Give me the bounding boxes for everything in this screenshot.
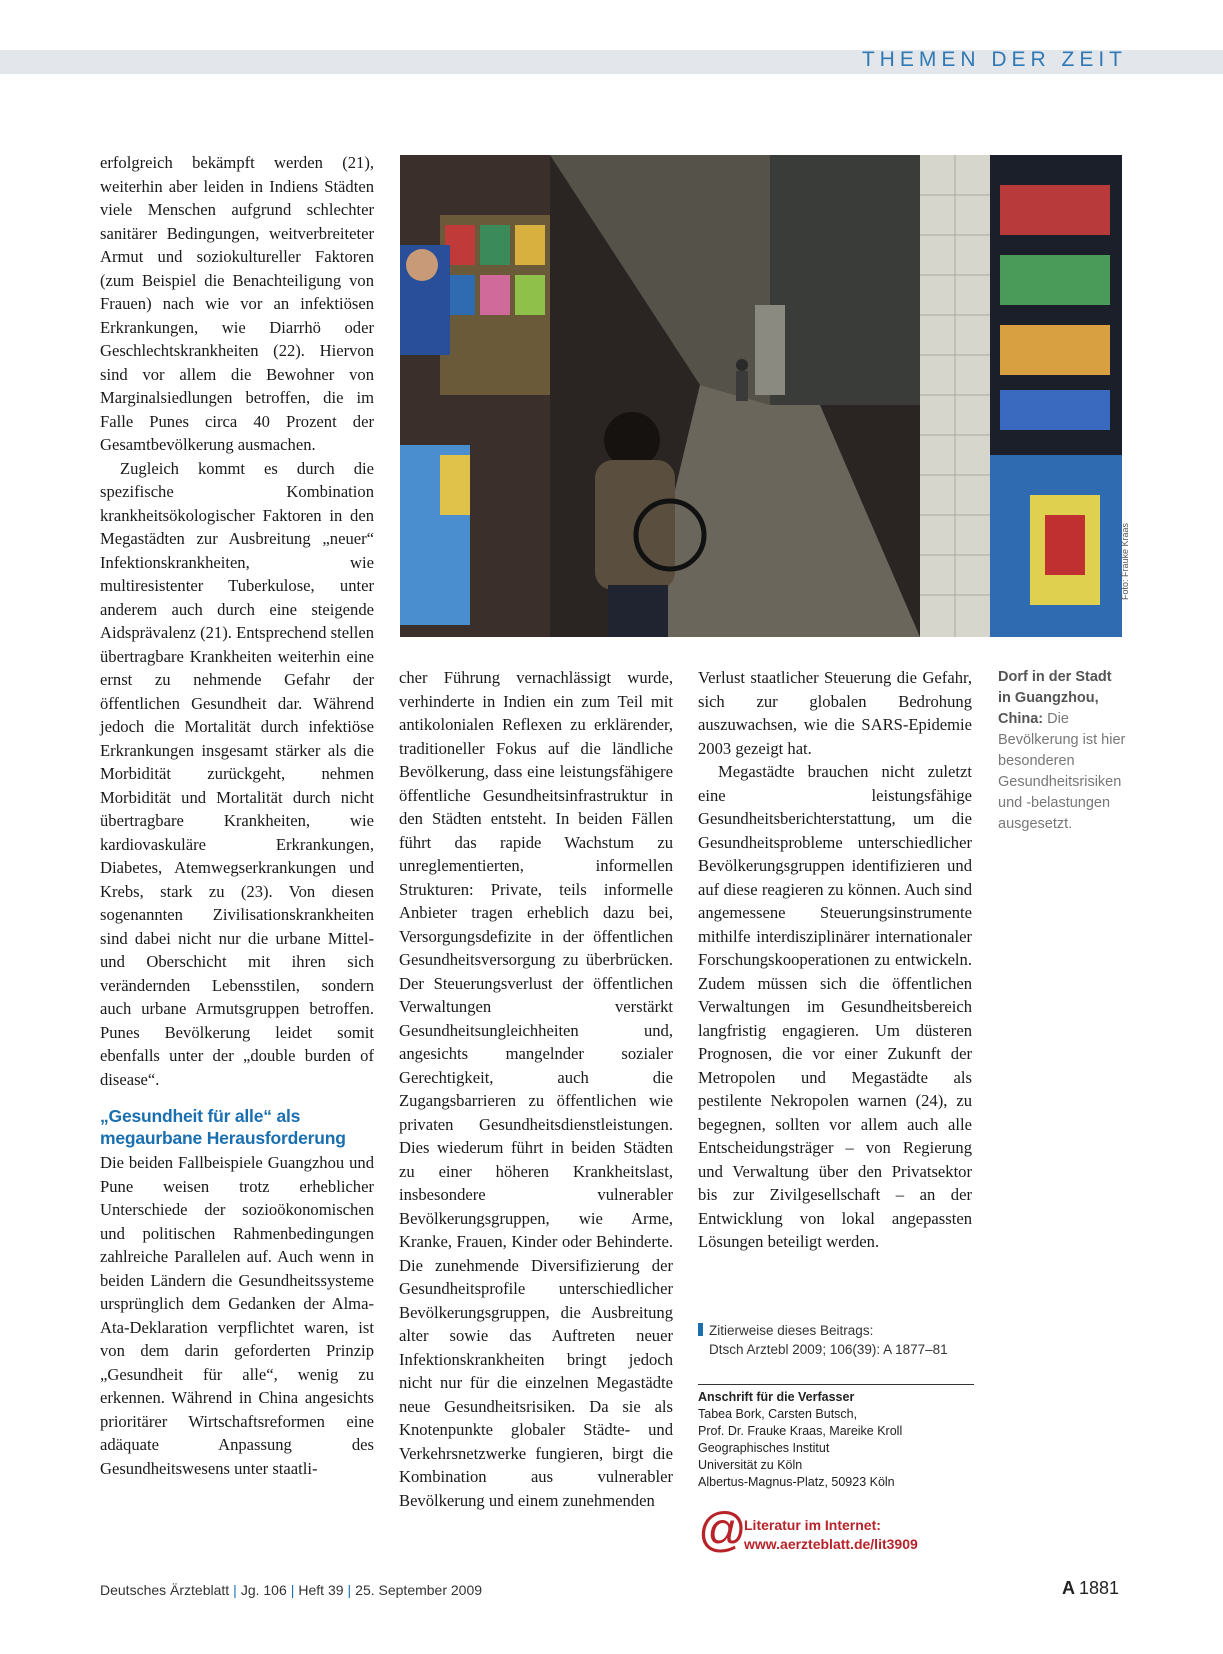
address-line: Geographisches Institut bbox=[698, 1441, 830, 1455]
literature-url[interactable]: www.aerzteblatt.de/lit3909 bbox=[744, 1536, 918, 1552]
date: 25. September 2009 bbox=[355, 1582, 483, 1598]
paragraph: cher Führung vernachlässigt wurde, verhinderte in Indien ein zum Teil mit antikolonialen Reflexen zu erklärender, traditioneller Fokus auf die ländliche Bevölkerung, dass eine leistungsfähigere öffentliche Gesundheitsinfrastruktur in den Städten entsteht. In beiden Fällen führt das rapide Wachstum zu unreglementierten, informellen Strukturen: Private, teils informelle Anbieter tragen erheblich dazu bei, Versorgungsdefizite in der öffentlichen Gesundheitsversorgung zu überbrücken. Der Steuerungsverlust der öffentlichen Verwaltungen verstärkt Gesundheitsungleichheiten und, angesichts mangelnder sozialer Gerechtigkeit, auch die Zugangsbarrieren zu öffentlichen wie privaten Gesundheitsdienstleistungen. Dies wiederum führt in beiden Städten zu einer höheren Krankheitslast, insbesondere vulnerabler Bevölkerungsgruppen, wie Arme, Kranke, Frauen, Kinder oder Behinderte. Die zunehmende Diversifizierung der Gesundheitsprofile unterschiedlicher Bevölkerungsgruppen, die Ausbreitung alter sowie das Auftreten neuer Infektionskrankheiten bringt jedoch nicht nur für die einzelnen Megastädte neue Gesundheitsrisiken. Da sie als Knotenpunkte globaler Städte- und Verkehrsnetzwerke fungieren, birgt die Kombination aus vulnerabler Bevölkerung und einem zunehmenden bbox=[399, 668, 673, 1510]
citation-box bbox=[698, 1321, 978, 1359]
paragraph: Verlust staatlicher Steuerung die Gefahr, sich zur globalen Bedrohung auszuwachsen, wie die SARS-Epidemie 2003 gezeigt hat. bbox=[698, 668, 972, 758]
author-address bbox=[698, 1384, 974, 1491]
address-line: Tabea Bork, Carsten Butsch, bbox=[698, 1407, 858, 1421]
section-title: THEMEN DER ZEIT bbox=[861, 48, 1127, 71]
issue: Heft 39 bbox=[298, 1582, 344, 1598]
citation-marker-icon bbox=[698, 1323, 703, 1336]
page-prefix: A bbox=[1061, 1578, 1075, 1598]
photo-guangzhou-alley bbox=[400, 155, 1122, 637]
address-heading: Anschrift für die Verfasser bbox=[698, 1390, 855, 1404]
text-column-1 bbox=[100, 151, 374, 1480]
text-column-3 bbox=[698, 666, 972, 1254]
paragraph: Zugleich kommt es durch die spezifische Kombination krankheitsökologischer Faktoren in den Megastädten zur Ausbreitung „neuer“ Infektionskrankheiten, wie multiresistenter Tuberkulose, unter anderem auch durch eine steigende Aidsprävalenz (21). Entsprechend stellen übertragbare Krankheiten weiterhin eine ernst zu nehmende Gefahr der öffentlichen Gesundheit dar. Während jedoch die Mortalität durch infektiöse Erkrankungen insgesamt stärker als die Morbidität zurückgeht, nehmen Morbidität und Mortalität durch nicht übertragbare Krankheiten, wie kardiovaskuläre Erkrankungen, Diabetes, Atemwegserkrankungen und Krebs, stark zu (23). Von diesen sogenannten Zivilisationskrankheiten sind dabei nicht nur die urbane Mittel- und Oberschicht mit ihren sich verändernden Lebensstilen, sondern auch urbane Armutsgruppen betroffen. Punes Bevölkerung leidet somit ebenfalls unter der „double burden of disease“. bbox=[100, 458, 374, 1089]
page-value: 1881 bbox=[1078, 1578, 1119, 1598]
address-line: Albertus-Magnus-Platz, 50923 Köln bbox=[698, 1475, 895, 1489]
literature-label: Literatur im Internet: bbox=[744, 1517, 881, 1533]
caption-text: Die Bevölkerung ist hier besonderen Gesundheitsrisiken und -belastungen ausgesetzt. bbox=[998, 711, 1126, 832]
citation-ref: Dtsch Arztebl 2009; 106(39): A 1877–81 bbox=[709, 1342, 948, 1357]
photo-illustration bbox=[400, 155, 1122, 637]
address-line: Universität zu Köln bbox=[698, 1458, 803, 1472]
page-number bbox=[1062, 1578, 1119, 1599]
address-line: Prof. Dr. Frauke Kraas, Mareike Kroll bbox=[698, 1424, 903, 1438]
literature-link[interactable] bbox=[698, 1504, 998, 1562]
volume: Jg. 106 bbox=[240, 1582, 287, 1598]
caption-bold: Dorf in der Stadt in Guangzhou, China: bbox=[998, 669, 1112, 727]
footer: Deutsches Ärzteblatt | Jg. 106 | Heft 39 | 25. September 2009 bbox=[100, 1582, 483, 1598]
paragraph: Megastädte brauchen nicht zuletzt eine leistungsfähige Gesundheitsberichterstattung, um die Gesundheitsprobleme unterschiedlicher Bevölkerungsgruppen identifizieren und auf diese reagieren zu können. Auch sind angemessene Steuerungsinstrumente mithilfe interdisziplinärer internationaler Forschungskooperationen zu entwickeln. Zudem müssen sich die öffentlichen Verwaltungen im Gesundheitsbereich langfristig engagieren. Um düsteren Prognosen, die vor einer Zukunft der Metropolen und Megastädte als pestilente Nekropolen warnen (24), zu begegnen, sollten vor allem auch alle Entscheidungsträger – von Regierung und Verwaltung über den Privatsektor bis zur Zivilgesellschaft – an der Entwicklung von lokal angepassten Lösungen beteiligt werden. bbox=[698, 762, 972, 1251]
paragraph: erfolgreich bekämpft werden (21), weiterhin aber leiden in Indiens Städten viele Menschen aufgrund schlechter sanitärer Bedingungen, weitverbreiteter Armut und soziokultureller Faktoren (zum Beispiel die Benachteiligung von Frauen) nach wie vor an infektiösen Erkrankungen, wie Diarrhö oder Geschlechtskrankheiten (22). Hiervon sind vor allem die Bewohner von Marginalsiedlungen betroffen, die im Falle Punes circa 40 Prozent der Gesamtbevölkerung ausmachen. bbox=[100, 153, 374, 454]
at-icon: @ bbox=[698, 1504, 747, 1557]
photo-caption bbox=[998, 667, 1128, 835]
text-column-2 bbox=[399, 666, 673, 1512]
citation-label: Zitierweise dieses Beitrags: bbox=[709, 1323, 874, 1338]
paragraph: Die beiden Fallbeispiele Guangzhou und Pune weisen trotz erheblicher Unterschiede der sozioökonomischen und politischen Rahmenbedingungen zahlreiche Parallelen auf. Auch wenn in beiden Ländern die Gesundheitssysteme ursprünglich dem Gedanken der Alma-Ata-Deklaration verpflichtet waren, ist von dem darin geforderten Prinzip „Gesundheit für alle“, wenig zu erkennen. Während in China angesichts prioritärer Wirtschaftsreformen eine adäquate Anpassung des Gesundheitswesens unter staatli- bbox=[100, 1153, 374, 1478]
photo-credit: Foto: Frauke Kraas bbox=[1120, 522, 1130, 600]
section-heading: „Gesundheit für alle“ als megaurbane Herausforderung bbox=[100, 1106, 346, 1148]
journal-name: Deutsches Ärzteblatt bbox=[100, 1582, 230, 1598]
